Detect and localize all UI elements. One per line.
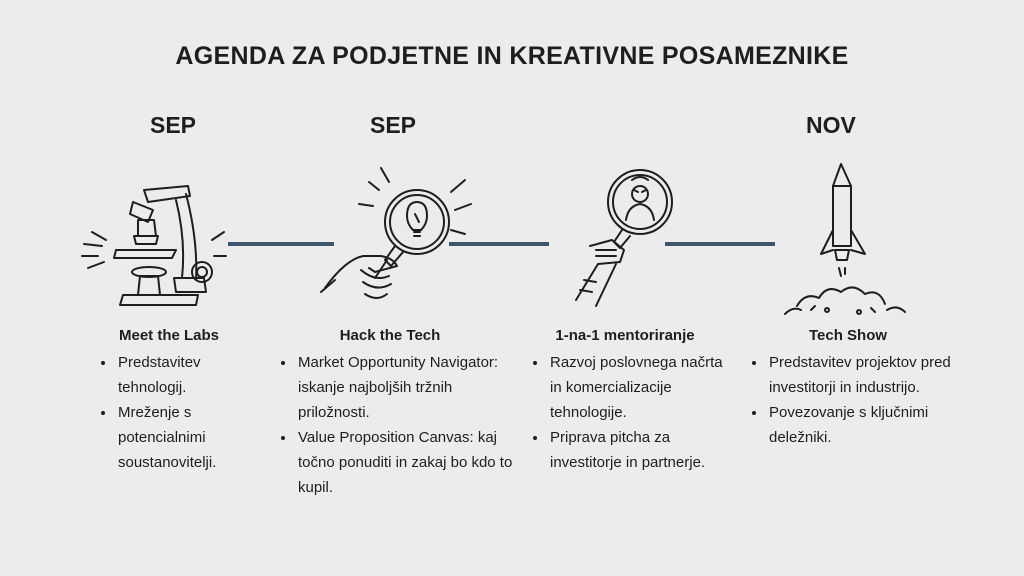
list-item: • Market Opportunity Navigator: iskanje najboljših tržnih priložnosti. <box>296 350 514 425</box>
month-label: SEP <box>150 112 197 138</box>
microscope-icon <box>78 180 228 310</box>
step-column-mentoring <box>526 327 736 475</box>
step-column-tech-show <box>745 327 965 450</box>
month-label: NOV <box>806 112 856 138</box>
list-item: • Value Proposition Canvas: kaj točno ponuditi in zakaj bo kdo to kupil. <box>296 425 514 500</box>
step-heading: Tech Show <box>808 327 888 344</box>
rocket-icon <box>775 160 915 320</box>
list-item: • Priprava pitcha za investitorje in partnerje. <box>548 425 736 475</box>
list-item: • Razvoj poslovnega načrta in komercializacije tehnologije. <box>548 350 736 425</box>
list-item: • Povezovanje s ključnimi deležniki. <box>767 400 965 450</box>
step-bullet-list <box>526 350 736 475</box>
step-heading: Meet the Labs <box>118 327 220 344</box>
list-item: • Predstavitev tehnologij. <box>116 350 244 400</box>
month-label: SEP <box>370 112 417 138</box>
step-heading: Hack the Tech <box>339 327 441 344</box>
step-bullet-list <box>274 350 514 500</box>
magnifier-lightbulb-icon <box>315 160 485 310</box>
list-item: • Mreženje s potencialnimi soustanovitelji. <box>116 400 244 475</box>
step-heading: 1-na-1 mentoriranje <box>555 327 695 344</box>
step-column-hack-the-tech <box>274 327 514 500</box>
list-item: • Predstavitev projektov pred investitorji in industrijo. <box>767 350 965 400</box>
step-bullet-list <box>745 350 965 450</box>
page-title: AGENDA ZA PODJETNE IN KREATIVNE POSAMEZNIKE <box>175 42 849 70</box>
magnifier-person-icon <box>560 160 700 310</box>
step-bullet-list <box>94 350 244 475</box>
step-column-meet-the-labs <box>94 327 244 475</box>
